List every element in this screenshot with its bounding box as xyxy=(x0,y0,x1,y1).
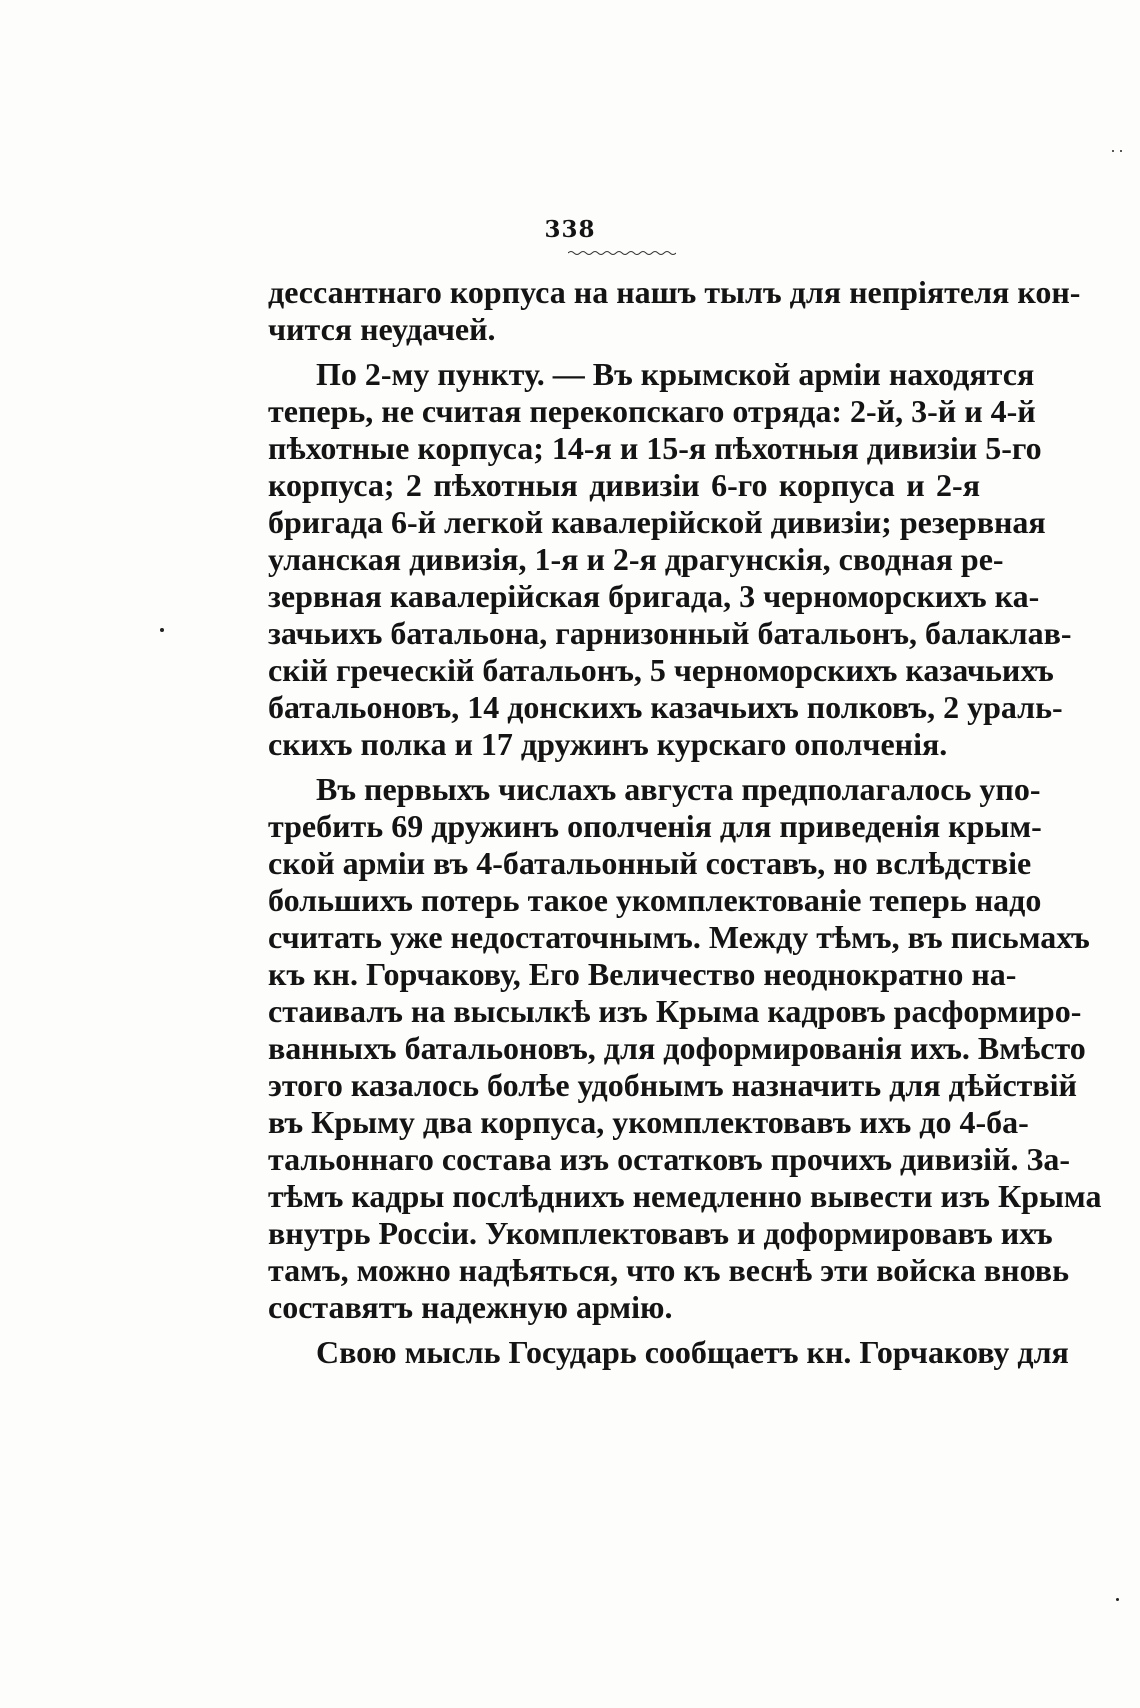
text-line: скихъ полка и 17 дружинъ курскаго ополченія. xyxy=(268,726,948,762)
paragraph xyxy=(268,356,1072,763)
text-line: зервная кавалерійская бригада, 3 черноморскихъ ка- xyxy=(268,578,1040,614)
text-line: тамъ, можно надѣяться, что къ веснѣ эти войска вновь xyxy=(268,1252,1069,1288)
text-line: корпуса; 2 пѣхотныя дивизіи 6-го корпуса и 2-я xyxy=(268,467,980,503)
text-line: тѣмъ кадры послѣднихъ немедленно вывести изъ Крыма xyxy=(268,1178,1102,1214)
text-line: стаивалъ на высылкѣ изъ Крыма кадровъ расформиро- xyxy=(268,993,1082,1029)
text-line: батальоновъ, 14 донскихъ казачьихъ полковъ, 2 ураль- xyxy=(268,689,1063,725)
paragraph xyxy=(268,274,1081,348)
text-line: чится неудачей. xyxy=(268,311,496,347)
scan-speck xyxy=(1112,150,1114,152)
scan-speck xyxy=(160,628,164,632)
text-line: уланская дивизія, 1-я и 2-я драгунскія, сводная ре- xyxy=(268,541,1004,577)
scan-speck xyxy=(1120,150,1122,152)
scan-speck xyxy=(1116,1598,1119,1601)
text-line: скій греческій батальонъ, 5 черноморскихъ казачьихъ xyxy=(268,652,1054,688)
text-line: дессантнаго корпуса на нашъ тылъ для непріятеля кон- xyxy=(268,274,1081,310)
text-line: бригада 6-й легкой кавалерійской дивизіи; резервная xyxy=(268,504,1046,540)
paragraph xyxy=(268,771,1102,1326)
text-line: считать уже недостаточнымъ. Между тѣмъ, въ письмахъ xyxy=(268,919,1090,955)
text-line: зачьихъ батальона, гарнизонный батальонъ, балаклав- xyxy=(268,615,1072,651)
paragraph xyxy=(268,1334,1069,1371)
text-line: тальоннаго состава изъ остатковъ прочихъ дивизій. За- xyxy=(268,1141,1071,1177)
text-line: теперь, не считая перекопскаго отряда: 2-й, 3-й и 4-й xyxy=(268,393,1036,429)
text-line: ванныхъ батальоновъ, для доформированія ихъ. Вмѣсто xyxy=(268,1030,1086,1066)
page-number: 338 xyxy=(544,216,596,243)
text-line: этого казалось болѣе удобнымъ назначить для дѣйствій xyxy=(268,1067,1077,1103)
text-line: къ кн. Горчакову, Его Величество неоднократно на- xyxy=(268,956,1017,992)
text-line: Въ первыхъ числахъ августа предполагалось упо- xyxy=(316,771,1041,807)
text-line: требить 69 дружинъ ополченія для приведенія крым- xyxy=(268,808,1042,844)
text-line: составятъ надежную армію. xyxy=(268,1289,673,1325)
text-line: большихъ потерь такое укомплектованіе теперь надо xyxy=(268,882,1042,918)
body-text xyxy=(268,274,1102,1371)
text-line: внутрь Россіи. Укомплектовавъ и доформировавъ ихъ xyxy=(268,1215,1053,1251)
text-line: Свою мысль Государь сообщаетъ кн. Горчакову для xyxy=(316,1334,1069,1370)
text-line: По 2-му пункту. — Въ крымской арміи находятся xyxy=(316,356,1035,392)
page-number-rule xyxy=(568,250,676,256)
text-line: пѣхотные корпуса; 14-я и 15-я пѣхотныя дивизіи 5-го xyxy=(268,430,1042,466)
text-line: ской арміи въ 4-батальонный составъ, но вслѣдствіе xyxy=(268,845,1032,881)
text-line: въ Крыму два корпуса, укомплектовавъ ихъ до 4-ба- xyxy=(268,1104,1029,1140)
